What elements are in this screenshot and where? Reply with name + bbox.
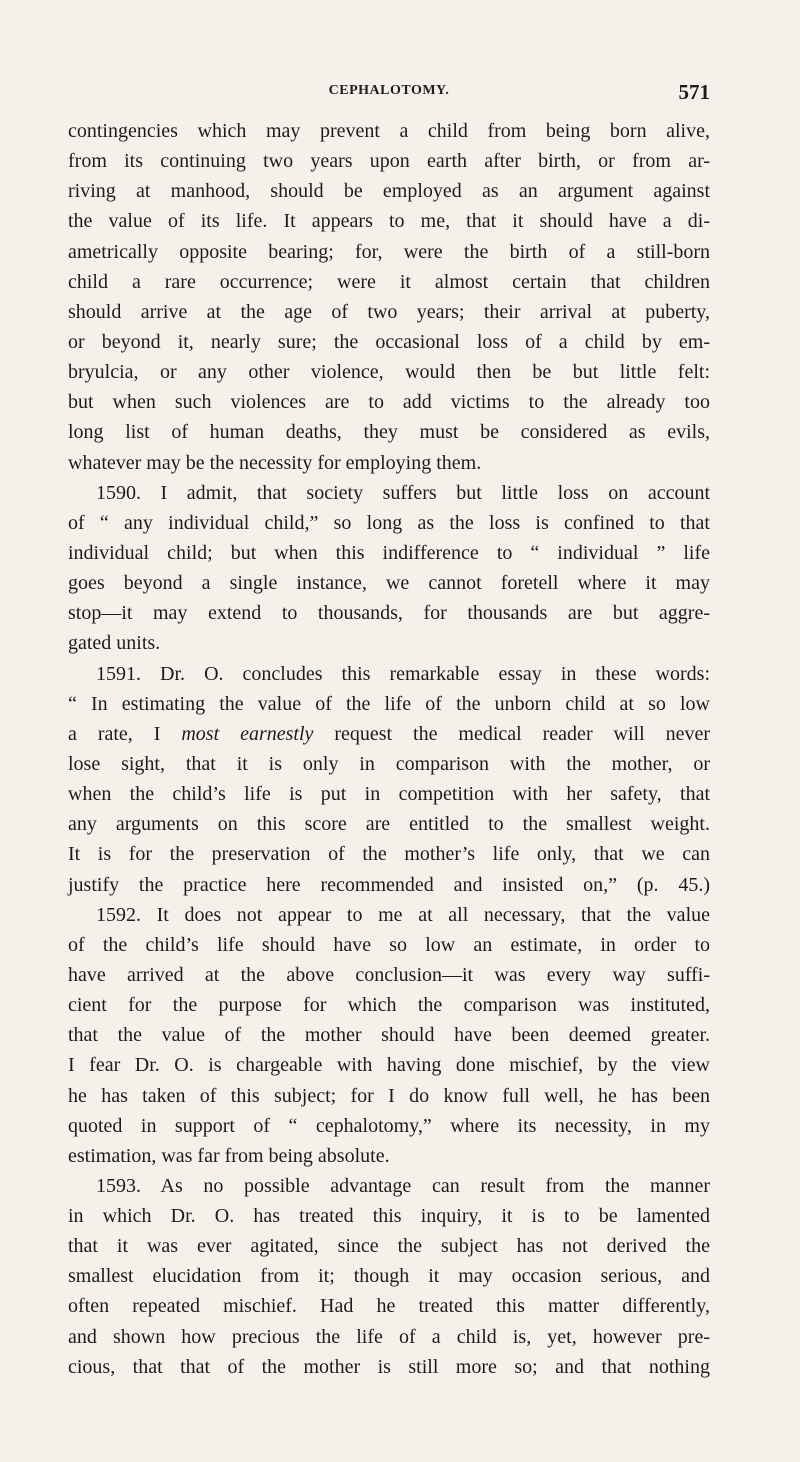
text-line: that it was ever agitated, since the subject has not derived the bbox=[68, 1235, 710, 1258]
text-line: of “ any individual child,” so long as the loss is confined to that bbox=[68, 511, 710, 534]
text-line: justify the practice here recommended and insisted on,” (p. 45.) bbox=[68, 873, 710, 896]
text-line: stop—it may extend to thousands, for thousands are but aggre- bbox=[68, 602, 710, 625]
text-line: smallest elucidation from it; though it may occasion serious, and bbox=[68, 1265, 710, 1288]
text-line: 1593. As no possible advantage can result from the manner bbox=[96, 1174, 710, 1197]
text-line: estimation, was far from being absolute. bbox=[68, 1144, 390, 1167]
text-line: the value of its life. It appears to me, that it should have a di- bbox=[68, 210, 710, 233]
text-line: child a rare occurrence; were it almost certain that children bbox=[68, 270, 710, 293]
text-line bbox=[68, 719, 710, 749]
text-line: but when such violences are to add victims to the already too bbox=[68, 391, 710, 414]
text-line: should arrive at the age of two years; their arrival at puberty, bbox=[68, 300, 710, 323]
text-line: cious, that that of the mother is still more so; and that nothing bbox=[68, 1355, 710, 1378]
text-line: cient for the purpose for which the comparison was instituted, bbox=[68, 994, 710, 1017]
text-line: quoted in support of “ cephalotomy,” where its necessity, in my bbox=[68, 1114, 710, 1137]
text-line: any arguments on this score are entitled to the smallest weight. bbox=[68, 813, 710, 836]
text-segment: request the medical reader will never bbox=[313, 722, 711, 745]
text-line: “ In estimating the value of the life of the unborn child at so low bbox=[68, 692, 710, 715]
text-line: contingencies which may prevent a child from being born alive, bbox=[68, 120, 710, 142]
running-head bbox=[68, 80, 710, 108]
text-line: whatever may be the necessity for employing them. bbox=[68, 451, 482, 474]
text-line: lose sight, that it is only in comparison with the mother, or bbox=[68, 752, 710, 775]
text-line: 1591. Dr. O. concludes this remarkable essay in these words: bbox=[96, 662, 710, 685]
emphasized-text: most earnestly bbox=[181, 722, 314, 745]
text-line: often repeated mischief. Had he treated this matter differently, bbox=[68, 1295, 710, 1318]
text-line: goes beyond a single instance, we cannot foretell where it may bbox=[68, 572, 710, 595]
text-line: long list of human deaths, they must be considered as evils, bbox=[68, 421, 710, 444]
text-line: or beyond it, nearly sure; the occasional loss of a child by em- bbox=[68, 330, 710, 353]
text-line: from its continuing two years upon earth after birth, or from ar- bbox=[68, 150, 710, 173]
body-text bbox=[68, 116, 710, 1382]
text-line: in which Dr. O. has treated this inquiry, it is to be lamented bbox=[68, 1205, 710, 1228]
text-line: gated units. bbox=[68, 632, 161, 655]
text-line: when the child’s life is put in competition with her safety, that bbox=[68, 783, 710, 806]
text-line: of the child’s life should have so low an estimate, in order to bbox=[68, 933, 710, 956]
running-head-title: CEPHALOTOMY. bbox=[328, 83, 450, 98]
text-line: 1590. I admit, that society suffers but little loss on account bbox=[96, 481, 710, 504]
text-line: riving at manhood, should be employed as an argument against bbox=[68, 180, 710, 203]
text-line: I fear Dr. O. is chargeable with having done mischief, by the view bbox=[68, 1054, 710, 1077]
text-line: have arrived at the above conclusion—it was every way suffi- bbox=[68, 963, 710, 986]
text-line: It is for the preservation of the mother’s life only, that we can bbox=[68, 843, 710, 866]
text-line: and shown how precious the life of a child is, yet, however pre- bbox=[68, 1325, 710, 1348]
text-line: that the value of the mother should have been deemed greater. bbox=[68, 1024, 710, 1047]
text-line: 1592. It does not appear to me at all necessary, that the value bbox=[96, 903, 710, 926]
text-segment: a rate, I bbox=[68, 722, 182, 745]
text-line: ametrically opposite bearing; for, were the birth of a still-born bbox=[68, 240, 710, 263]
text-line: he has taken of this subject; for I do know full well, he has been bbox=[68, 1084, 710, 1107]
page-number: 571 bbox=[678, 80, 710, 104]
text-line: individual child; but when this indifference to “ individual ” life bbox=[68, 541, 710, 564]
text-line: bryulcia, or any other violence, would then be but little felt: bbox=[68, 361, 710, 384]
